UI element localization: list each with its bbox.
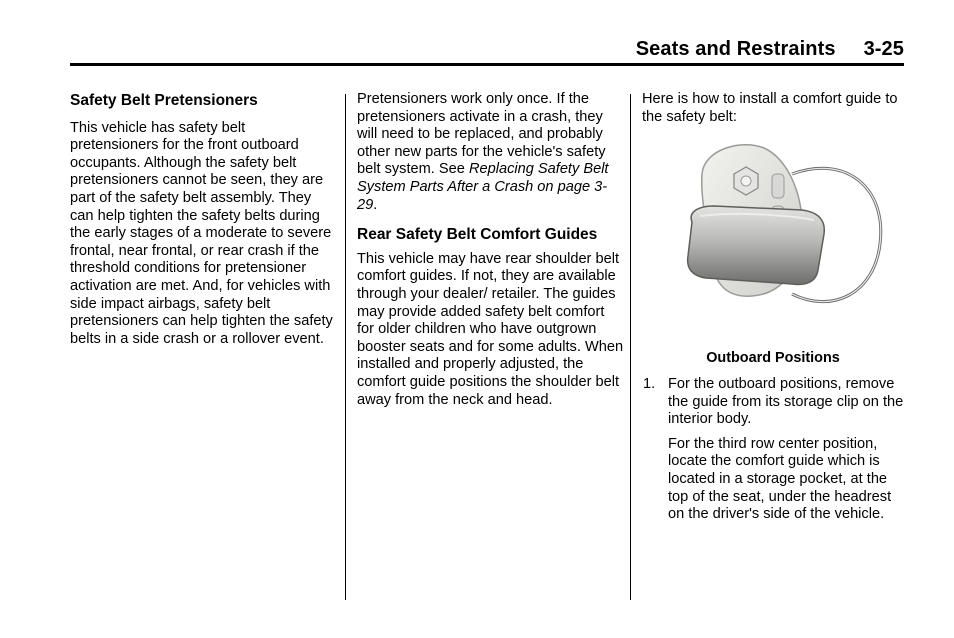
column-2 xyxy=(357,91,625,409)
install-intro: Here is how to install a comfort guide to the safety belt: xyxy=(642,91,898,125)
install-steps-list xyxy=(642,376,904,538)
section-title-text: Seats and Restraints xyxy=(635,38,836,60)
step-number: 1. xyxy=(643,376,656,392)
heading-safety-belt-pretensioners: Safety Belt Pretensioners xyxy=(70,92,258,109)
comfort-guide-illustration xyxy=(642,134,904,346)
step-text: For the outboard positions, remove the guide from its storage clip on the interior body. xyxy=(668,376,904,428)
pretensioners-once-paragraph xyxy=(357,91,625,214)
column-divider-1 xyxy=(345,94,346,600)
step-sub-paragraph: For the third row center position, locate the comfort guide which is located in a storage pocket, at the top of the seat, under the headrest on the driver's side of the vehicle. xyxy=(668,435,892,523)
column-3 xyxy=(642,91,904,126)
heading-rear-comfort-guides: Rear Safety Belt Comfort Guides xyxy=(357,226,598,244)
pretensioners-paragraph: This vehicle has safety belt pretensioners for the front outboard occupants. Although the safety belt pretensioners cannot be seen, they are part of the safety belt assembly. They can help tighten the safety belts during the early stages of a moderate to severe frontal, near frontal, or rear crash if the threshold conditions for pretensioner activation are met. And, for vehicles with side impact airbags, safety belt pretensioners can help tighten the safety belts in a side crash or a rollover event. xyxy=(70,119,333,347)
section-title xyxy=(600,38,904,61)
column-1 xyxy=(70,92,336,348)
pretensioners-once-text: Pretensioners work only once. If the pretensioners activate in a crash, they will need to be replaced, and probably other new parts for the vehicle's safety belt system. See xyxy=(357,91,606,178)
list-item xyxy=(642,376,904,429)
column-divider-2 xyxy=(630,94,631,600)
figure-caption: Outboard Positions xyxy=(706,350,840,366)
header-rule xyxy=(70,63,904,66)
comfort-guides-paragraph: This vehicle may have rear shoulder belt comfort guides. If not, they are available through your dealer/ retailer. The guides may provide added safety belt comfort for older children who have outgrown booster seats and for some adults. When installed and properly adjusted, the comfort guide positions the shoulder belt away from the neck and head. xyxy=(357,250,624,408)
cross-reference-link[interactable]: Replacing Safety Belt System Parts After a Crash on page 3-29 xyxy=(357,161,609,213)
comfort-guide-drawing xyxy=(642,134,904,346)
cross-reference-end: . xyxy=(373,196,378,213)
page-number: 3-25 xyxy=(863,38,904,60)
